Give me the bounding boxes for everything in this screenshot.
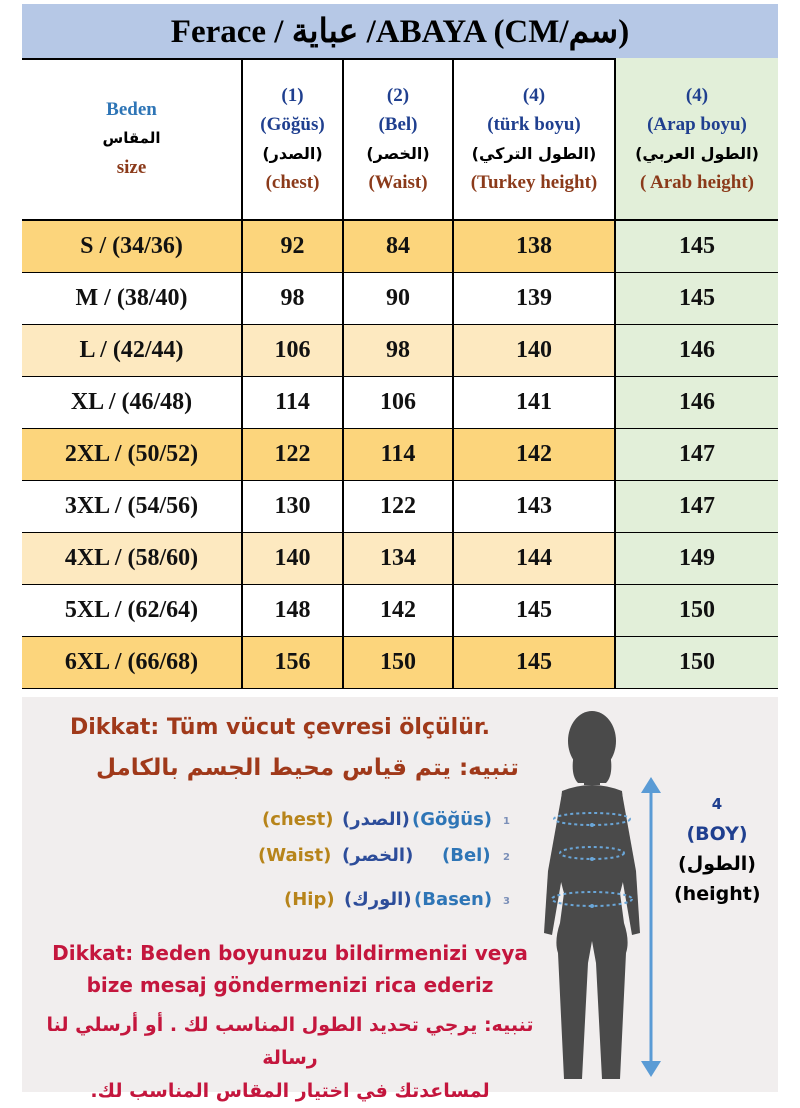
table-row [22, 220, 778, 272]
notice-body-ar: تنبيه: يتم قياس محيط الجسم بالكامل [96, 755, 519, 781]
height-notice-ar-line1: تنبيه: يرجي تحديد الطول المناسب لك . أو أرسلي لنا رسالة [46, 1014, 534, 1069]
size-cell: L / (42/44) [22, 324, 242, 376]
size-cell: 4XL / (58/60) [22, 532, 242, 584]
height-notice-tr-line1: Dikkat: Beden boyunuzu bildirmenizi veya [52, 941, 528, 965]
height-notice-ar [42, 1009, 538, 1108]
waist-cell: 84 [343, 220, 453, 272]
measure-waist-num: 2 [503, 852, 510, 863]
header-turkey-height [453, 58, 615, 220]
header-arab-tr: (Arap boyu) [647, 113, 747, 135]
table-row [22, 428, 778, 480]
table-row [22, 272, 778, 324]
turkey-height-cell: 138 [453, 220, 615, 272]
header-turkey-en: (Turkey height) [470, 171, 598, 193]
measure-waist-ar: (الخصر) [342, 845, 414, 866]
turkey-height-cell: 145 [453, 584, 615, 636]
waist-cell: 106 [343, 376, 453, 428]
table-row [22, 584, 778, 636]
measure-chest-num: 1 [503, 816, 510, 827]
arab-height-cell: 146 [615, 324, 778, 376]
header-waist-num: (2) [386, 84, 410, 106]
arab-height-cell: 149 [615, 532, 778, 584]
size-table [22, 58, 778, 689]
chest-cell: 140 [242, 532, 343, 584]
header-arab-ar: (الطول العربي) [635, 143, 759, 163]
header-size [22, 58, 242, 220]
chest-cell: 148 [242, 584, 343, 636]
table-row [22, 376, 778, 428]
measure-waist-tr: (Bel) [442, 845, 491, 866]
waist-cell: 90 [343, 272, 453, 324]
height-label-num: 4 [711, 795, 723, 813]
size-cell: 3XL / (54/56) [22, 480, 242, 532]
measure-hip-num: 3 [503, 896, 510, 907]
waist-cell: 134 [343, 532, 453, 584]
header-chest-en: (chest) [265, 171, 320, 193]
turkey-height-cell: 144 [453, 532, 615, 584]
header-waist [343, 58, 453, 220]
table-row [22, 532, 778, 584]
arab-height-cell: 145 [615, 272, 778, 324]
header-arab-height [615, 58, 778, 220]
size-cell: 5XL / (62/64) [22, 584, 242, 636]
size-cell: 2XL / (50/52) [22, 428, 242, 480]
height-notice-tr-line2: bize mesaj göndermenizi rica ederiz [86, 973, 494, 997]
measure-hip-tr: (Basen) [414, 889, 493, 910]
size-cell: M / (38/40) [22, 272, 242, 324]
height-label [674, 789, 760, 909]
chest-cell: 122 [242, 428, 343, 480]
arab-height-cell: 150 [615, 636, 778, 688]
measure-chest-ar: (الصدر) [342, 809, 410, 830]
header-chest-tr: (Göğüs) [260, 113, 325, 135]
measure-hip-en: (Hip) [284, 889, 335, 910]
chest-cell: 98 [242, 272, 343, 324]
measurement-guide [22, 697, 778, 1102]
measure-waist-en: (Waist) [258, 845, 332, 866]
turkey-height-cell: 139 [453, 272, 615, 324]
table-row [22, 324, 778, 376]
table-row [22, 636, 778, 688]
header-chest [242, 58, 343, 220]
header-arab-num: (4) [685, 84, 709, 106]
header-size-ar: المقاس [102, 129, 161, 147]
header-size-tr: Beden [106, 99, 157, 120]
measure-chest-tr: (Göğüs) [412, 809, 493, 830]
waist-cell: 142 [343, 584, 453, 636]
size-cell: 6XL / (66/68) [22, 636, 242, 688]
turkey-height-cell: 145 [453, 636, 615, 688]
header-size-en: size [116, 157, 147, 178]
measure-hip-ar: (الورك) [344, 889, 412, 910]
table-header-row [22, 58, 778, 220]
turkey-height-cell: 143 [453, 480, 615, 532]
turkey-height-cell: 141 [453, 376, 615, 428]
waist-cell: 122 [343, 480, 453, 532]
header-turkey-tr: (türk boyu) [487, 113, 581, 135]
waist-cell: 98 [343, 324, 453, 376]
arab-height-cell: 146 [615, 376, 778, 428]
height-notice-ar-line2: لمساعدتك في اختيار المقاس المناسب لك. [90, 1080, 490, 1102]
header-turkey-num: (4) [522, 84, 546, 106]
header-arab-en: ( Arab height) [640, 171, 754, 193]
height-label-tr: (BOY) [686, 823, 748, 845]
turkey-height-cell: 140 [453, 324, 615, 376]
measure-chest-en: (chest) [262, 809, 334, 830]
arab-height-cell: 147 [615, 480, 778, 532]
notice-body-tr: Dikkat: Tüm vücut çevresi ölçülür. [70, 715, 490, 740]
chart-title: Ferace / عباية /ABAYA (CM/سم) [22, 4, 778, 60]
turkey-height-cell: 142 [453, 428, 615, 480]
table-row [22, 480, 778, 532]
chest-cell: 106 [242, 324, 343, 376]
chest-cell: 130 [242, 480, 343, 532]
chest-cell: 114 [242, 376, 343, 428]
header-chest-num: (1) [281, 84, 304, 106]
height-notice-tr [50, 937, 530, 1001]
size-cell: XL / (46/48) [22, 376, 242, 428]
header-waist-en: (Waist) [368, 171, 428, 193]
arab-height-cell: 147 [615, 428, 778, 480]
header-turkey-ar: (الطول التركي) [471, 143, 597, 163]
size-cell: S / (34/36) [22, 220, 242, 272]
arab-height-cell: 145 [615, 220, 778, 272]
height-arrow-icon [636, 777, 666, 1077]
waist-cell: 150 [343, 636, 453, 688]
header-waist-tr: (Bel) [378, 113, 418, 135]
chest-cell: 92 [242, 220, 343, 272]
waist-cell: 114 [343, 428, 453, 480]
height-label-en: (height) [674, 883, 761, 905]
header-chest-ar: (الصدر) [262, 143, 323, 163]
height-label-ar: (الطول) [678, 853, 756, 875]
arab-height-cell: 150 [615, 584, 778, 636]
chest-cell: 156 [242, 636, 343, 688]
header-waist-ar: (الخصر) [366, 143, 430, 163]
